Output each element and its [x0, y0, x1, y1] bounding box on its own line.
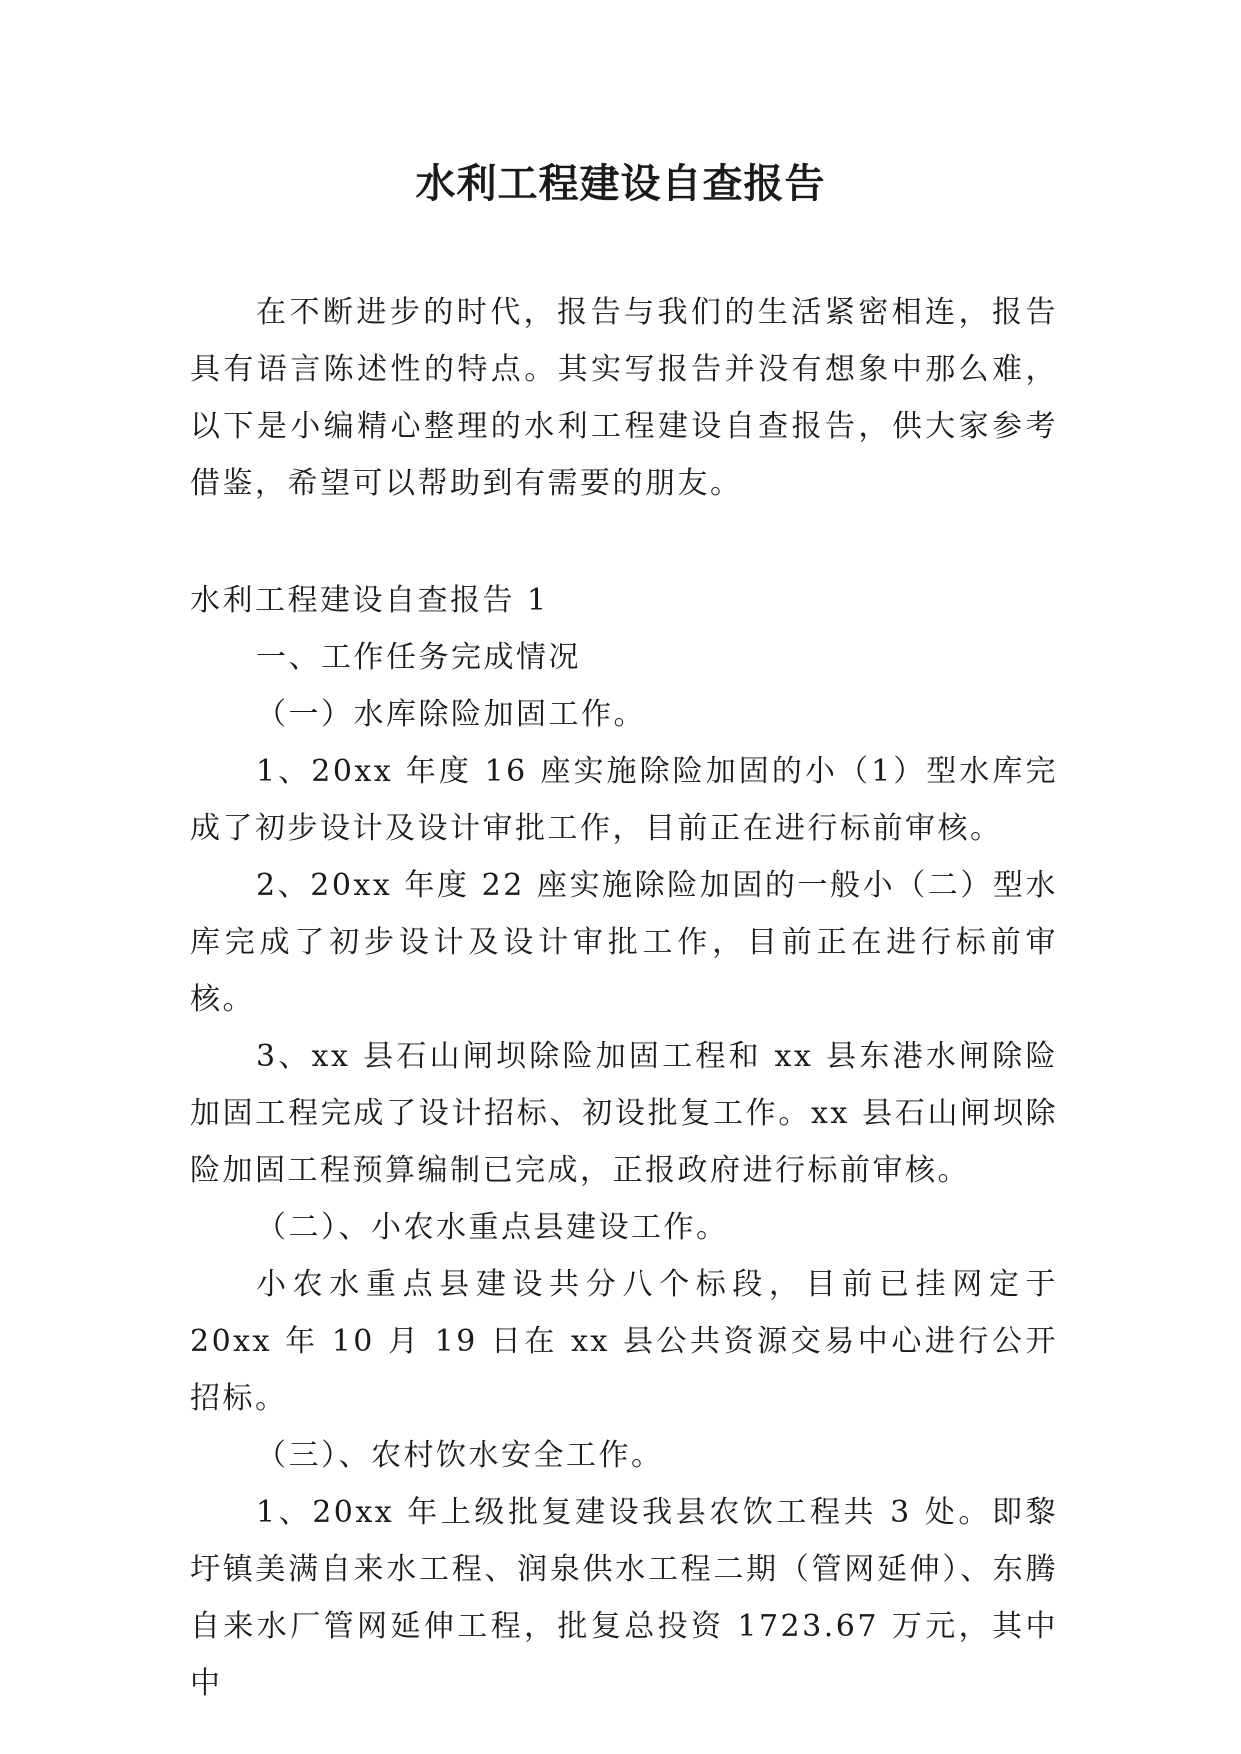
report-subtitle: 水利工程建设自查报告 1	[190, 583, 549, 618]
subsection-heading-reservoir: （一）水库除险加固工作。	[256, 697, 646, 732]
paragraph-irrigation: 小农水重点县建设共分八个标段，目前已挂网定于 20xx 年 10 月 19 日在 xx 县公共资源交易中心进行公开招标。	[190, 1267, 1058, 1416]
intro-paragraph: 在不断进步的时代，报告与我们的生活紧密相连，报告具有语言陈述性的特点。其实写报告并没有想象中那么难，以下是小编精心整理的水利工程建设自查报告，供大家参考借鉴，希望可以帮助到有需要的朋友。	[190, 295, 1058, 501]
paragraph-item-1: 1、20xx 年度 16 座实施除险加固的小（1）型水库完成了初步设计及设计审批工作，目前正在进行标前审核。	[190, 754, 1058, 846]
section-heading-1: 一、工作任务完成情况	[256, 640, 581, 675]
document-title: 水利工程建设自查报告	[415, 161, 826, 207]
paragraph-water-safety-1: 1、20xx 年上级批复建设我县农饮工程共 3 处。即黎圩镇美满自来水工程、润泉供水工程二期（管网延伸）、东腾自来水厂管网延伸工程，批复总投资 1723.67 万元，其中中	[190, 1495, 1058, 1701]
subsection-heading-water-safety: （三）、农村饮水安全工作。	[256, 1438, 664, 1473]
report-body	[190, 572, 1058, 1712]
paragraph-item-2: 2、20xx 年度 22 座实施除险加固的一般小（二）型水库完成了初步设计及设计审批工作，目前正在进行标前审核。	[190, 868, 1058, 1017]
subsection-heading-irrigation: （二）、小农水重点县建设工作。	[256, 1210, 729, 1245]
paragraph-item-3: 3、xx 县石山闸坝除险加固工程和 xx 县东港水闸除险加固工程完成了设计招标、初设批复工作。xx 县石山闸坝除险加固工程预算编制已完成，正报政府进行标前审核。	[190, 1039, 1058, 1188]
